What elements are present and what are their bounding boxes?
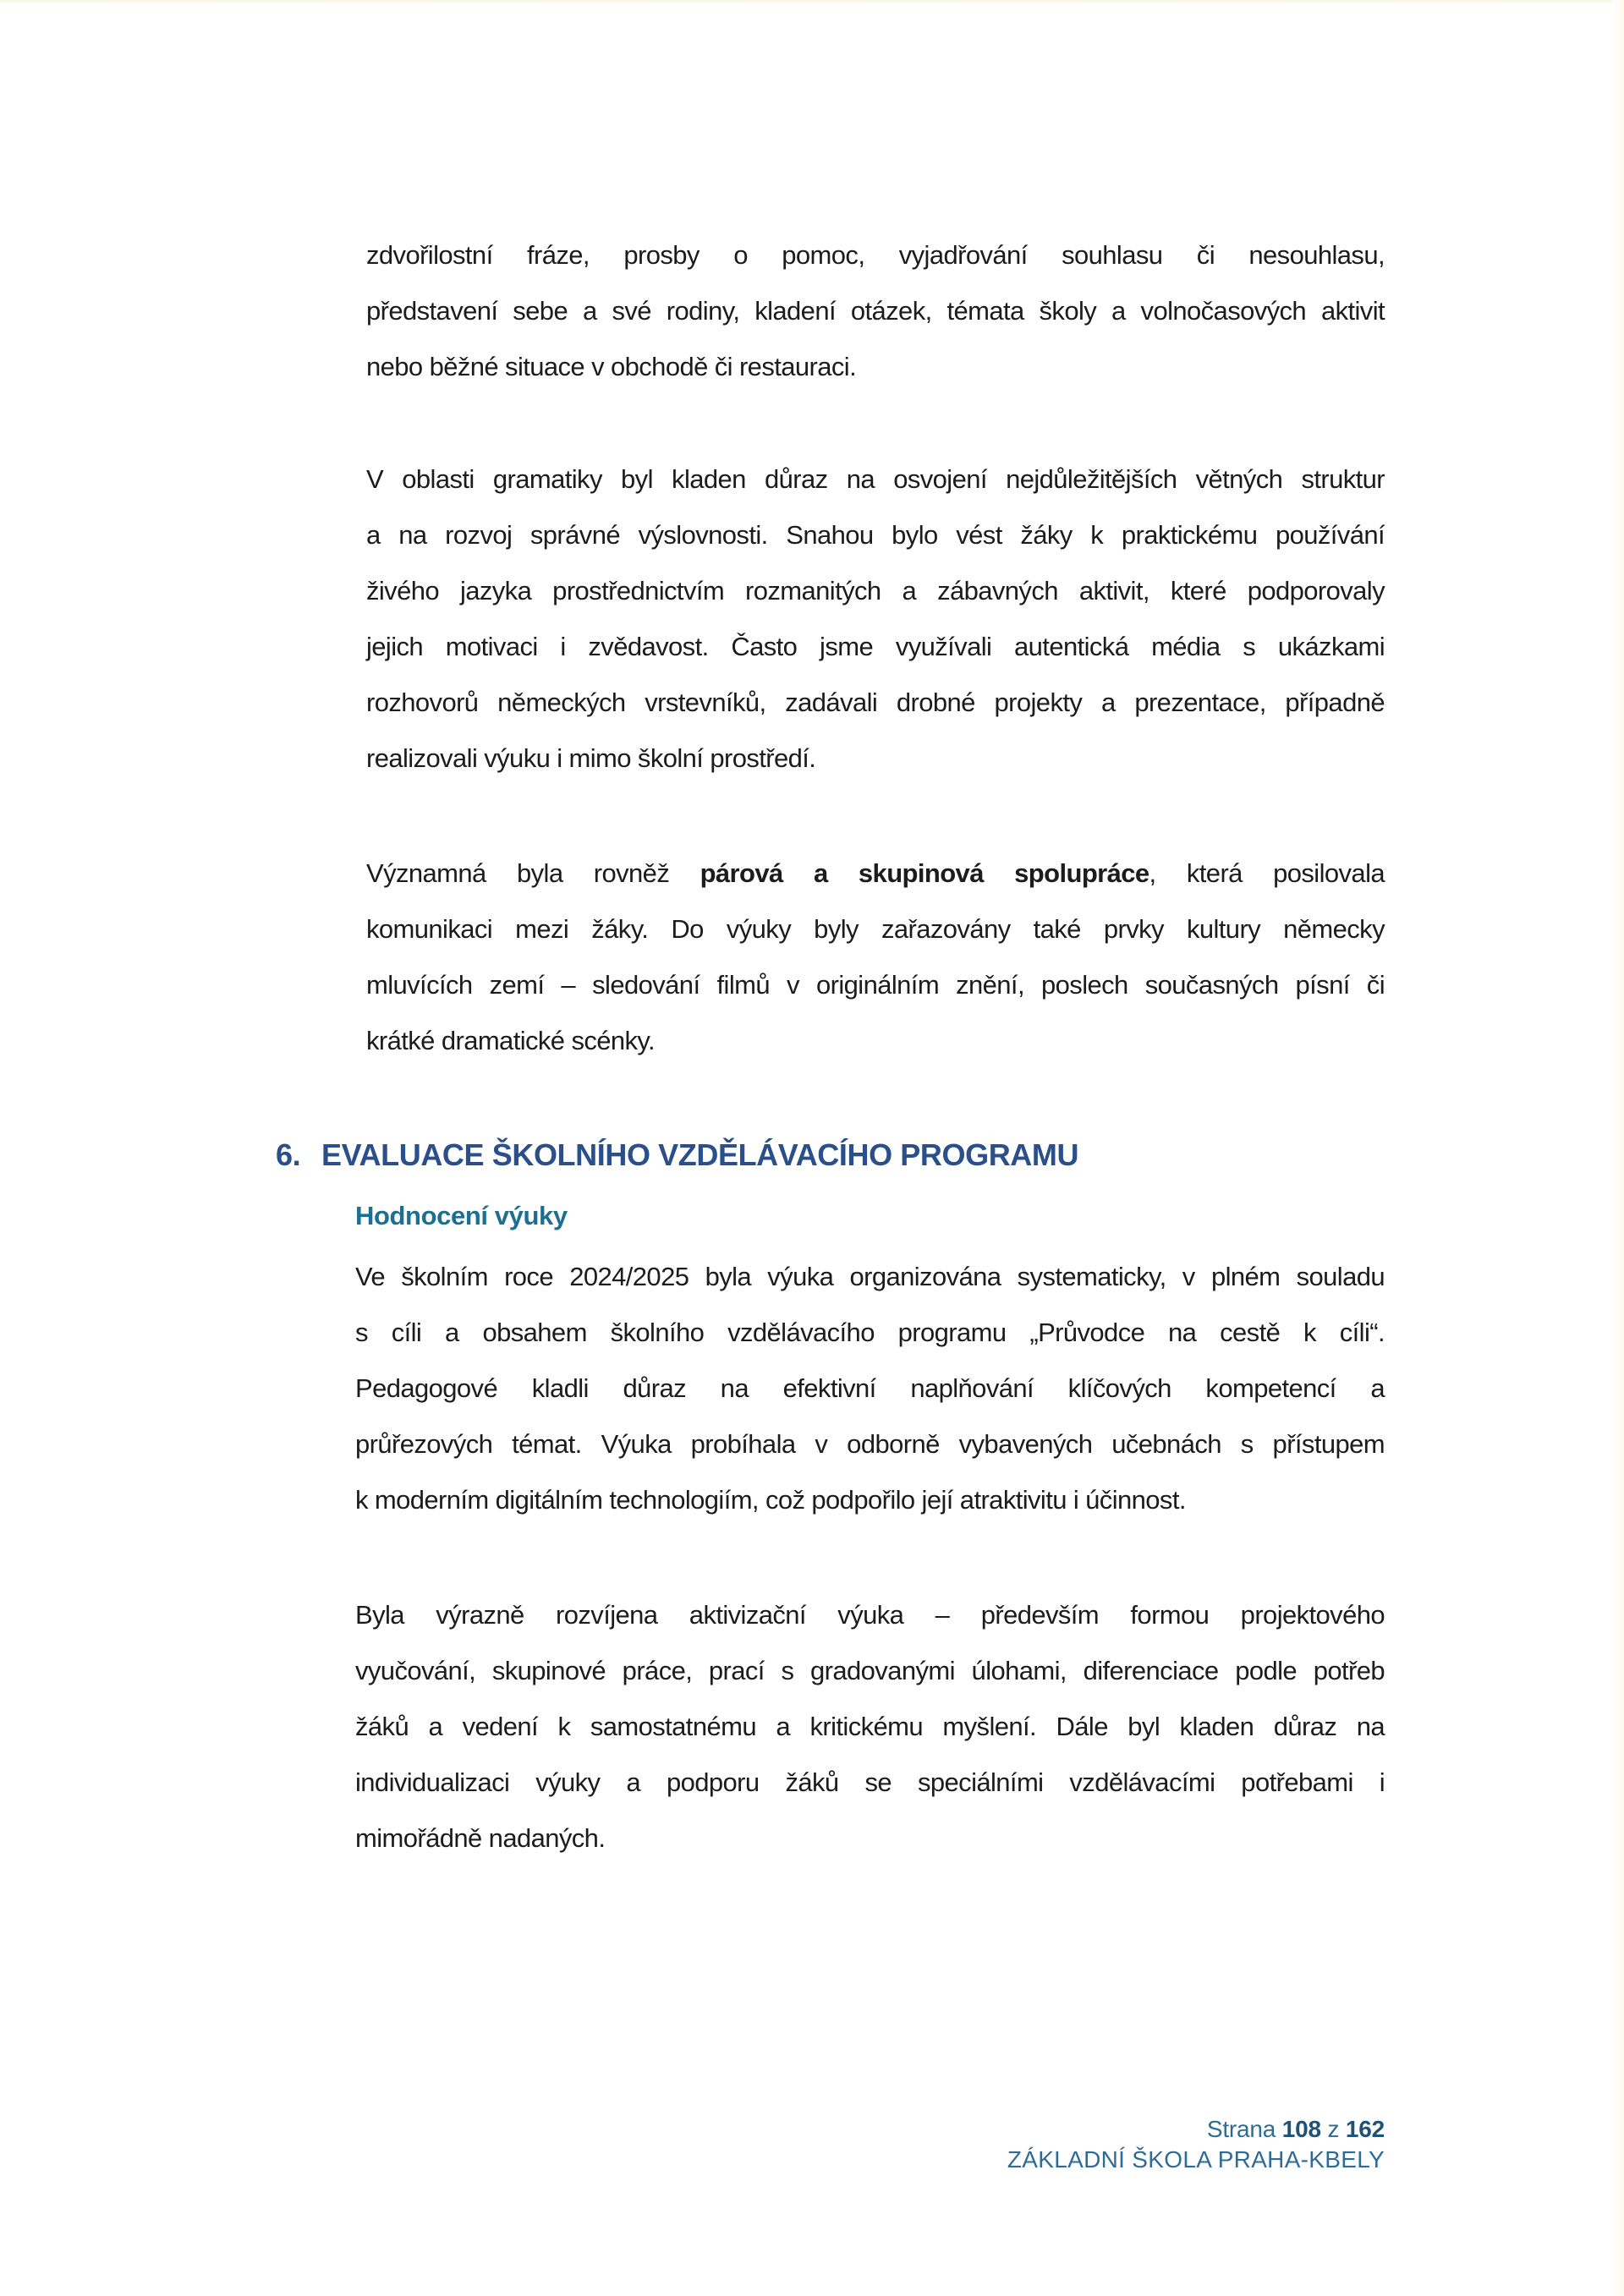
emphasis-text: párová a skupinová spolupráce	[700, 858, 1149, 888]
page-total: 162	[1345, 2116, 1385, 2142]
text-line: mimořádně nadaných.	[355, 1823, 606, 1853]
text-line: Byla výrazně rozvíjena aktivizační výuka – především formou projektového	[355, 1600, 1385, 1630]
text-line: Pedagogové kladli důraz na efektivní naplňování klíčových kompetencí a	[355, 1373, 1385, 1403]
text-line: Ve školním roce 2024/2025 byla výuka organizována systematicky, v plném souladu	[355, 1262, 1385, 1291]
scan-edge-right	[1612, 0, 1624, 2296]
text-line	[366, 857, 1385, 890]
subsection-heading: Hodnocení výuky	[355, 1201, 568, 1230]
text-line: jejich motivaci i zvědavost. Často jsme využívali autentická média s ukázkami	[366, 632, 1385, 661]
page-current: 108	[1281, 2116, 1321, 2142]
text-run: Významná byla rovněž	[366, 858, 700, 888]
page-separator: z	[1327, 2116, 1340, 2142]
text-line: žáků a vedení k samostatnému a kritickému myšlení. Dále byl kladen důraz na	[355, 1712, 1385, 1741]
text-line: nebo běžné situace v obchodě či restauraci.	[366, 352, 857, 381]
school-name: ZÁKLADNÍ ŠKOLA PRAHA-KBELY	[1007, 2146, 1385, 2173]
text-line: individualizaci výuky a podporu žáků se speciálními vzdělávacími potřebami i	[355, 1767, 1385, 1797]
scan-edge-top	[0, 0, 1624, 5]
page-footer	[1007, 2114, 1385, 2175]
text-line: mluvících zemí – sledování filmů v originálním znění, poslech současných písní či	[366, 970, 1385, 1000]
text-line: rozhovorů německých vrstevníků, zadávali drobné projekty a prezentace, případně	[366, 688, 1385, 717]
text-line: průřezových témat. Výuka probíhala v odborně vybavených učebnách s přístupem	[355, 1429, 1385, 1459]
page-prefix: Strana	[1206, 2116, 1276, 2142]
text-line: komunikaci mezi žáky. Do výuky byly zařazovány také prvky kultury německy	[366, 914, 1385, 944]
text-run: , která posilovala	[1149, 858, 1385, 888]
text-line: a na rozvoj správné výslovnosti. Snahou bylo vést žáky k praktickému používání	[366, 520, 1385, 550]
text-line: živého jazyka prostřednictvím rozmanitých a zábavných aktivit, které podporovaly	[366, 576, 1385, 606]
section-number: 6.	[276, 1137, 301, 1172]
text-line: realizovali výuku i mimo školní prostředí.	[366, 743, 816, 773]
text-line: zdvořilostní fráze, prosby o pomoc, vyjadřování souhlasu či nesouhlasu,	[366, 240, 1385, 270]
page-number	[1007, 2114, 1385, 2145]
section-heading	[276, 1137, 1078, 1173]
text-line: představení sebe a své rodiny, kladení otázek, témata školy a volnočasových aktivit	[366, 296, 1385, 326]
section-title: EVALUACE ŠKOLNÍHO VZDĚLÁVACÍHO PROGRAMU	[321, 1137, 1079, 1172]
text-line: s cíli a obsahem školního vzdělávacího programu „Průvodce na cestě k cíli“.	[355, 1318, 1385, 1347]
text-line: V oblasti gramatiky byl kladen důraz na osvojení nejdůležitějších větných struktur	[366, 464, 1385, 494]
text-line: k moderním digitálním technologiím, což podpořilo její atraktivitu i účinnost.	[355, 1485, 1186, 1515]
text-line: vyučování, skupinové práce, prací s gradovanými úlohami, diferenciace podle potřeb	[355, 1656, 1385, 1685]
text-line: krátké dramatické scénky.	[366, 1026, 656, 1055]
